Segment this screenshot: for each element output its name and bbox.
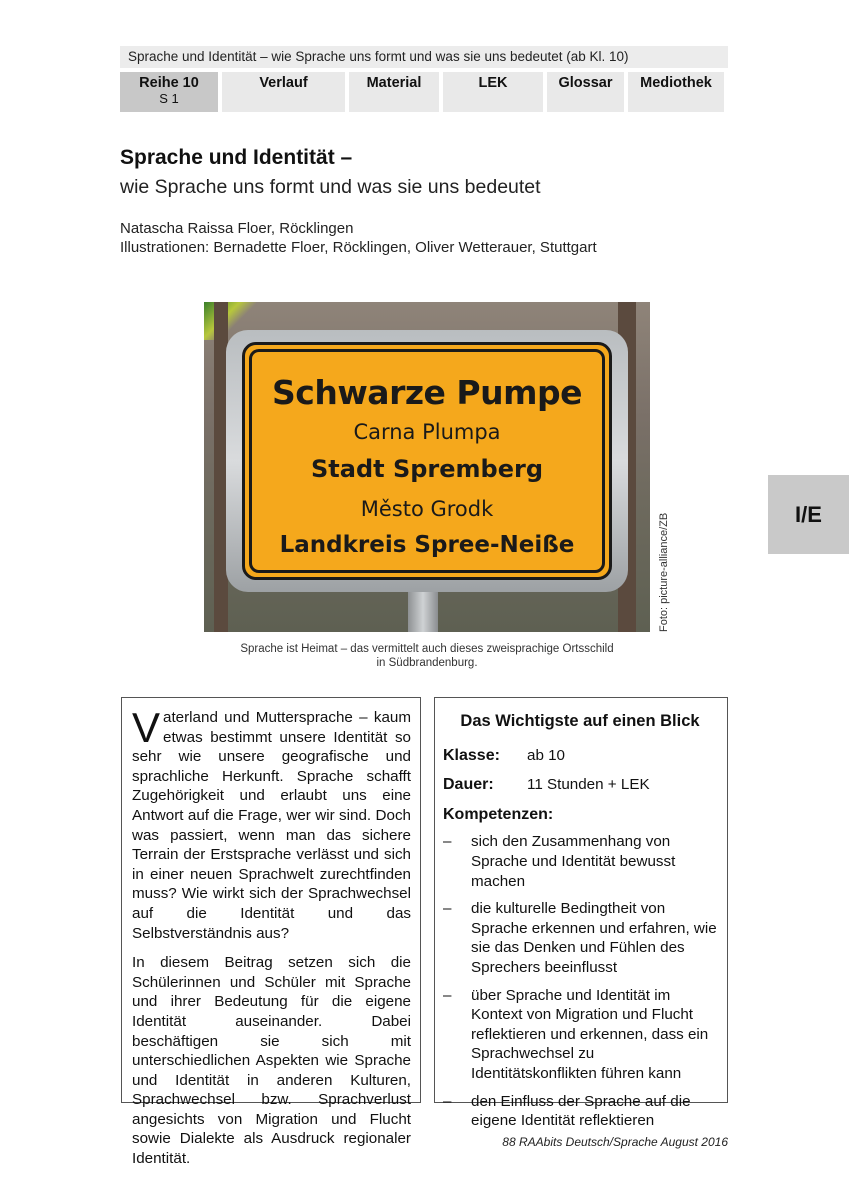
caption-line-2: in Südbrandenburg.: [376, 657, 478, 669]
drop-cap: V: [132, 704, 161, 751]
header-series-title: Sprache und Identität – wie Sprache uns formt und was sie uns bedeutet (ab Kl. 10): [120, 46, 728, 68]
intro-text-1: aterland und Muttersprache – kaum etwas bestimmt unsere Identität so sehr wie unsere geografische und sprachliche Herkunft. Sprache schafft Zugehörigkeit und erlaubt uns eine Antwort auf die Frage, wer wir sind. Doch was passiert, wenn man das sichere Terrain der Erstsprache verlässt und sich in einer neuen Sprachwelt zurechtfinden muss? Wie wirkt sich der Sprachwechsel auf die Identität und das Selbstverständnis aus?: [132, 709, 411, 942]
tab-material[interactable]: Material: [349, 72, 439, 112]
section-tab-ie[interactable]: I/E: [768, 475, 849, 554]
author-block: [120, 219, 597, 257]
tab-mediothek[interactable]: Mediothek: [628, 72, 724, 112]
tab-glossar[interactable]: Glossar: [547, 72, 624, 112]
sign-line-3: Stadt Spremberg: [310, 455, 544, 483]
klasse-row: [443, 746, 717, 766]
key-facts-box: [434, 697, 728, 1130]
list-item: – über Sprache und Identität im Kontext von Migration und Flucht reflektieren und erkennen, dass ein Sprachwechsel zu Identitätskonflikten führen kann: [443, 986, 717, 1084]
key-facts-title: Das Wichtigste auf einen Blick: [460, 712, 700, 730]
sign-line-5: Landkreis Spree-Neiße: [279, 532, 575, 558]
kompetenzen-label: Kompetenzen:: [443, 805, 554, 823]
tab-reihe-label: Reihe 10: [139, 75, 199, 91]
dauer-row: [443, 775, 717, 795]
sign-line-2: Carna Plumpa: [353, 420, 501, 444]
list-item: – die kulturelle Bedingtheit von Sprache erkennen und erfahren, wie sie das Denken und Fühlen des Sprechers beeinflusst: [443, 899, 717, 977]
page-footer: 88 RAAbits Deutsch/Sprache August 2016: [502, 1135, 728, 1149]
klasse-label: Klasse:: [443, 746, 500, 764]
page-subtitle: wie Sprache uns formt und was sie uns bedeutet: [120, 176, 541, 198]
sign-line-4: Město Grodk: [360, 497, 494, 521]
intro-paragraph-2: In diesem Beitrag setzen sich die Schülerinnen und Schüler mit Sprache und ihrer Bedeutung für die eigene Identität auseinander. Dabei beschäftigen sie sich mit unterschiedlichen Aspekten wie Sprache und Identität in anderen Kulturen, Sprachwechsel bzw. Sprachverlust angesichts von Migration und Flucht sowie Dialekte als Ausdruck regionaler Identität.: [132, 954, 411, 1168]
klasse-value: ab 10: [527, 746, 566, 764]
photo-caption: [204, 642, 650, 670]
tab-reihe[interactable]: [120, 72, 218, 112]
illustrators: Illustrationen: Bernadette Floer, Röcklingen, Oliver Wetterauer, Stuttgart: [120, 239, 597, 256]
dauer-value: 11 Stunden + LEK: [527, 776, 650, 794]
tab-verlauf[interactable]: Verlauf: [222, 72, 345, 112]
intro-paragraph-1: [132, 704, 411, 943]
tab-reihe-page: S 1: [159, 91, 179, 106]
dauer-label: Dauer:: [443, 776, 494, 794]
kompetenzen-list: [443, 832, 717, 1130]
sign-line-1: Schwarze Pumpe: [272, 373, 582, 412]
list-item: – sich den Zusammenhang von Sprache und Identität bewusst machen: [443, 832, 717, 891]
intro-box: [121, 697, 421, 1168]
town-sign-photo: [204, 302, 650, 632]
tab-lek[interactable]: LEK: [443, 72, 543, 112]
caption-line-1: Sprache ist Heimat – das vermittelt auch dieses zweisprachige Ortsschild: [240, 643, 614, 655]
page-title: Sprache und Identität –: [120, 146, 353, 169]
author-name: Natascha Raissa Floer, Röcklingen: [120, 220, 354, 237]
photo-credit: Foto: picture-alliance/ZB: [658, 512, 670, 632]
nav-tabs: [120, 72, 728, 112]
town-sign: [242, 342, 612, 580]
list-item: – den Einfluss der Sprache auf die eigene Identität reflektieren: [443, 1092, 717, 1131]
